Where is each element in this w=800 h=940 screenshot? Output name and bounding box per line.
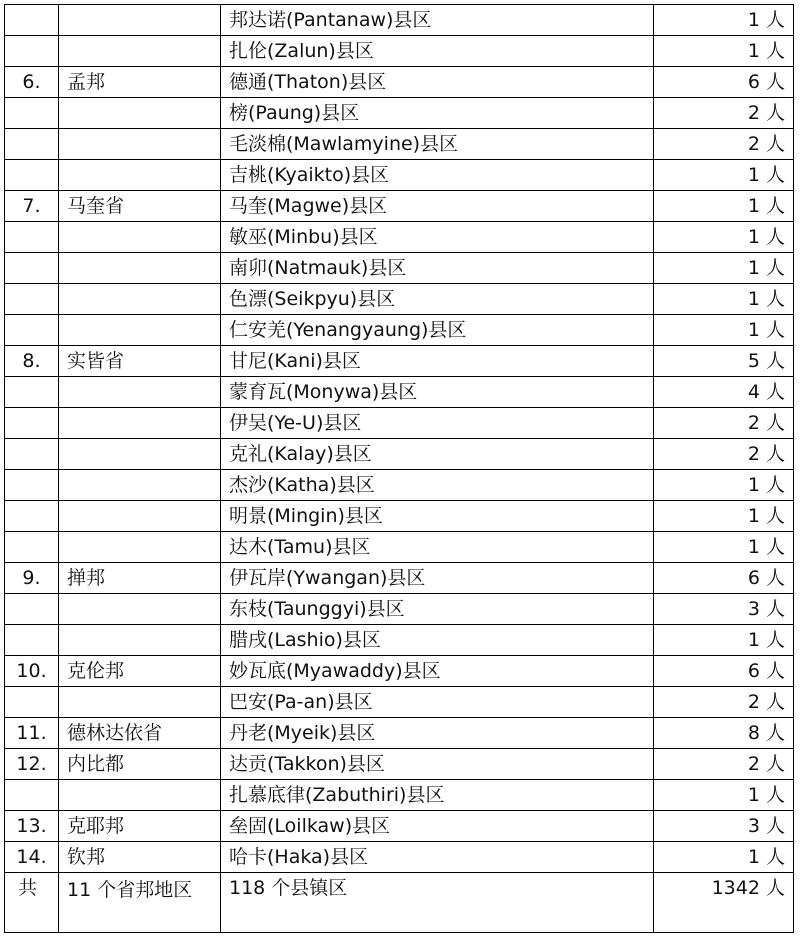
region-name: 内比都	[59, 749, 221, 780]
region-name	[59, 129, 221, 160]
person-count: 1 人	[654, 501, 794, 532]
person-count: 1 人	[654, 191, 794, 222]
table-row	[5, 532, 794, 563]
total-label: 共	[5, 873, 59, 933]
district-name: 伊吴(Ye-U)县区	[221, 408, 654, 439]
row-number	[5, 594, 59, 625]
table-row	[5, 129, 794, 160]
person-count: 1 人	[654, 780, 794, 811]
region-name	[59, 98, 221, 129]
total-district-count: 118 个县镇区	[221, 873, 654, 933]
district-name: 丹老(Myeik)县区	[221, 718, 654, 749]
table-row	[5, 470, 794, 501]
table-row	[5, 160, 794, 191]
table-row	[5, 408, 794, 439]
row-number	[5, 625, 59, 656]
region-name	[59, 594, 221, 625]
region-name	[59, 284, 221, 315]
region-name	[59, 687, 221, 718]
table-row	[5, 687, 794, 718]
person-count: 2 人	[654, 687, 794, 718]
region-name: 克伦邦	[59, 656, 221, 687]
district-name: 吉桃(Kyaikto)县区	[221, 160, 654, 191]
person-count: 1 人	[654, 253, 794, 284]
table-row	[5, 842, 794, 873]
row-number: 10.	[5, 656, 59, 687]
region-name	[59, 439, 221, 470]
person-count: 8 人	[654, 718, 794, 749]
table-body	[5, 5, 794, 933]
district-name: 仁安羌(Yenangyaung)县区	[221, 315, 654, 346]
row-number	[5, 408, 59, 439]
region-name	[59, 253, 221, 284]
person-count: 1 人	[654, 470, 794, 501]
row-number: 9.	[5, 563, 59, 594]
district-name: 色漂(Seikpyu)县区	[221, 284, 654, 315]
table-row	[5, 191, 794, 222]
total-row	[5, 873, 794, 933]
region-name	[59, 315, 221, 346]
person-count: 6 人	[654, 563, 794, 594]
row-number: 12.	[5, 749, 59, 780]
person-count: 2 人	[654, 129, 794, 160]
district-name: 东枝(Taunggyi)县区	[221, 594, 654, 625]
table-row	[5, 811, 794, 842]
person-count: 6 人	[654, 67, 794, 98]
row-number	[5, 160, 59, 191]
row-number: 11.	[5, 718, 59, 749]
district-name: 伊瓦岸(Ywangan)县区	[221, 563, 654, 594]
table-row	[5, 5, 794, 36]
table-row	[5, 780, 794, 811]
district-name: 腊戌(Lashio)县区	[221, 625, 654, 656]
table-row	[5, 718, 794, 749]
row-number: 14.	[5, 842, 59, 873]
table-row	[5, 67, 794, 98]
person-count: 1 人	[654, 160, 794, 191]
table-row	[5, 253, 794, 284]
table-row	[5, 594, 794, 625]
district-name: 马奎(Magwe)县区	[221, 191, 654, 222]
row-number	[5, 129, 59, 160]
person-count: 5 人	[654, 346, 794, 377]
person-count: 1 人	[654, 532, 794, 563]
region-name	[59, 160, 221, 191]
row-number: 6.	[5, 67, 59, 98]
region-name	[59, 780, 221, 811]
row-number: 8.	[5, 346, 59, 377]
table-row	[5, 284, 794, 315]
region-name	[59, 5, 221, 36]
district-count-table	[4, 4, 794, 933]
region-name	[59, 625, 221, 656]
region-name: 掸邦	[59, 563, 221, 594]
row-number	[5, 501, 59, 532]
row-number: 7.	[5, 191, 59, 222]
district-name: 德通(Thaton)县区	[221, 67, 654, 98]
district-name: 南卯(Natmauk)县区	[221, 253, 654, 284]
person-count: 3 人	[654, 811, 794, 842]
row-number	[5, 98, 59, 129]
region-name: 克耶邦	[59, 811, 221, 842]
district-name: 蒙育瓦(Monywa)县区	[221, 377, 654, 408]
region-name: 实皆省	[59, 346, 221, 377]
row-number	[5, 377, 59, 408]
district-name: 敏巫(Minbu)县区	[221, 222, 654, 253]
table-row	[5, 222, 794, 253]
person-count: 1 人	[654, 625, 794, 656]
region-name	[59, 222, 221, 253]
region-name: 钦邦	[59, 842, 221, 873]
region-name	[59, 532, 221, 563]
district-name: 妙瓦底(Myawaddy)县区	[221, 656, 654, 687]
row-number	[5, 5, 59, 36]
person-count: 1 人	[654, 5, 794, 36]
person-count: 2 人	[654, 749, 794, 780]
row-number	[5, 532, 59, 563]
region-name	[59, 501, 221, 532]
table-row	[5, 439, 794, 470]
district-name: 巴安(Pa-an)县区	[221, 687, 654, 718]
table-row	[5, 377, 794, 408]
row-number	[5, 470, 59, 501]
table-row	[5, 346, 794, 377]
person-count: 1 人	[654, 284, 794, 315]
row-number	[5, 284, 59, 315]
district-name: 甘尼(Kani)县区	[221, 346, 654, 377]
row-number	[5, 253, 59, 284]
region-name	[59, 408, 221, 439]
district-name: 达贡(Takkon)县区	[221, 749, 654, 780]
region-name	[59, 470, 221, 501]
table-row	[5, 501, 794, 532]
person-count: 1 人	[654, 842, 794, 873]
district-name: 垒固(Loilkaw)县区	[221, 811, 654, 842]
district-name: 扎伦(Zalun)县区	[221, 36, 654, 67]
row-number	[5, 222, 59, 253]
table-row	[5, 625, 794, 656]
person-count: 6 人	[654, 656, 794, 687]
person-count: 1 人	[654, 222, 794, 253]
district-name: 哈卡(Haka)县区	[221, 842, 654, 873]
district-name: 邦达诺(Pantanaw)县区	[221, 5, 654, 36]
table-row	[5, 749, 794, 780]
person-count: 1 人	[654, 36, 794, 67]
row-number: 13.	[5, 811, 59, 842]
table-row	[5, 36, 794, 67]
region-name	[59, 377, 221, 408]
row-number	[5, 439, 59, 470]
district-name: 毛淡棉(Mawlamyine)县区	[221, 129, 654, 160]
total-person-count: 1342 人	[654, 873, 794, 933]
person-count: 2 人	[654, 98, 794, 129]
region-name: 德林达依省	[59, 718, 221, 749]
row-number	[5, 36, 59, 67]
person-count: 3 人	[654, 594, 794, 625]
row-number	[5, 315, 59, 346]
region-name: 马奎省	[59, 191, 221, 222]
region-name	[59, 36, 221, 67]
person-count: 2 人	[654, 408, 794, 439]
total-region-count: 11 个省邦地区	[59, 873, 221, 933]
table-row	[5, 656, 794, 687]
region-name: 孟邦	[59, 67, 221, 98]
district-name: 榜(Paung)县区	[221, 98, 654, 129]
row-number	[5, 687, 59, 718]
person-count: 4 人	[654, 377, 794, 408]
district-name: 克礼(Kalay)县区	[221, 439, 654, 470]
row-number	[5, 780, 59, 811]
person-count: 2 人	[654, 439, 794, 470]
district-name: 明景(Mingin)县区	[221, 501, 654, 532]
table-row	[5, 98, 794, 129]
table-row	[5, 563, 794, 594]
district-name: 杰沙(Katha)县区	[221, 470, 654, 501]
person-count: 1 人	[654, 315, 794, 346]
table-row	[5, 315, 794, 346]
district-name: 达木(Tamu)县区	[221, 532, 654, 563]
district-name: 扎慕底律(Zabuthiri)县区	[221, 780, 654, 811]
